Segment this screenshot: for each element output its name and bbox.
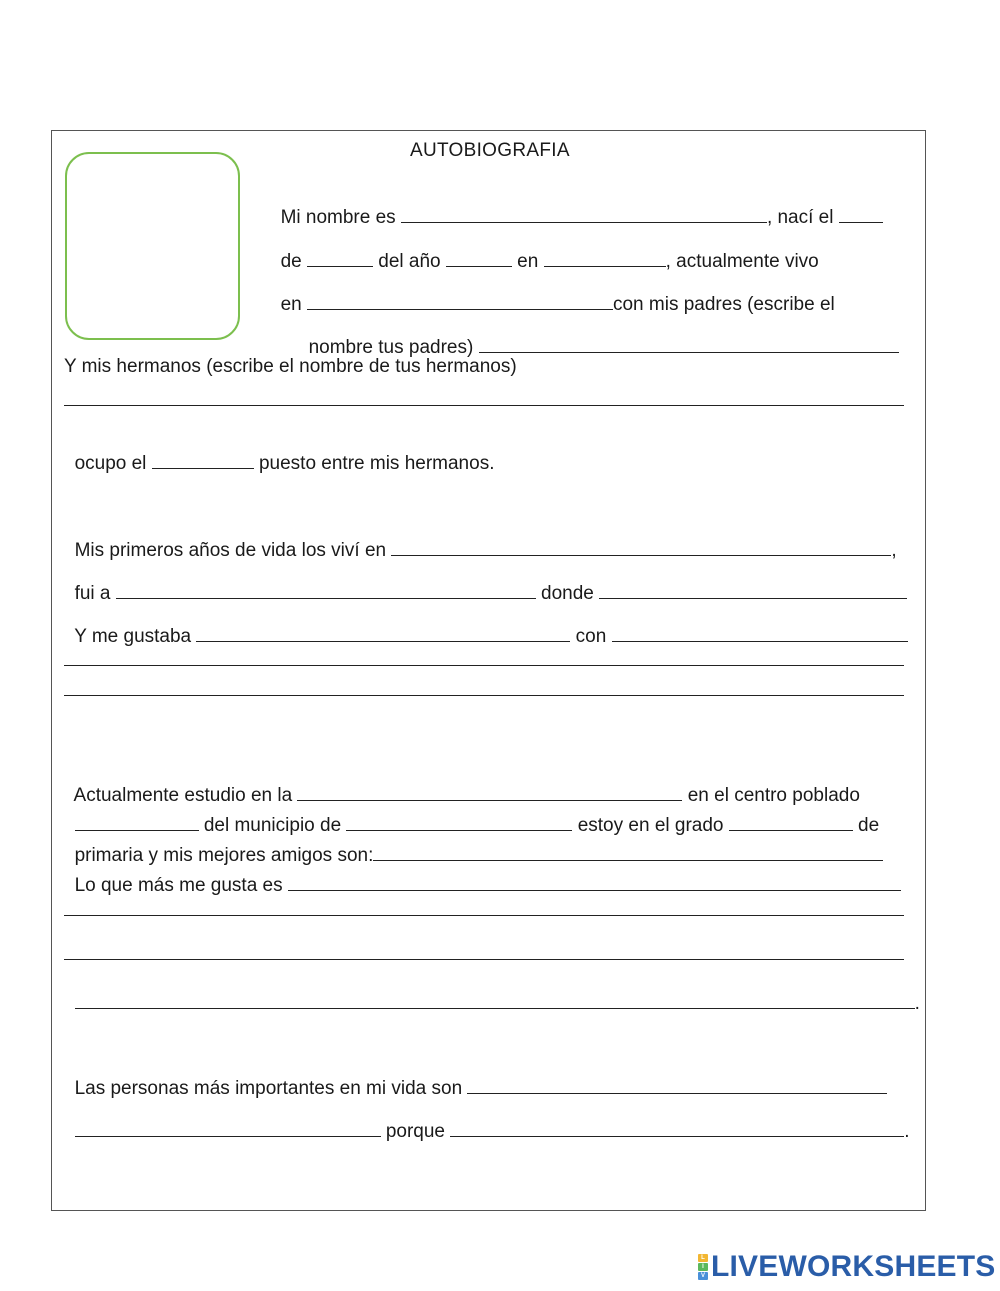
- label-born: , nací el: [766, 207, 839, 228]
- line-because: [64, 1097, 910, 1143]
- label-ocupo: ocupo el: [74, 453, 152, 474]
- label-friends: primaria y mis mejores amigos son:: [74, 845, 374, 866]
- early-years-blank[interactable]: [391, 538, 891, 556]
- with-blank[interactable]: [612, 624, 908, 642]
- label-en: en: [511, 251, 544, 272]
- logo-blocks-icon: [698, 1254, 708, 1280]
- label-study: Actualmente estudio en la: [73, 785, 298, 806]
- label-de-end: de: [852, 815, 880, 836]
- free-line-3[interactable]: [64, 915, 904, 916]
- worksheet-title: AUTOBIOGRAFIA: [410, 140, 570, 161]
- line-parents: [298, 313, 899, 359]
- label-live: , actualmente vivo: [665, 251, 819, 272]
- label-liked: Y me gustaba: [74, 626, 197, 647]
- period-2: .: [904, 1121, 910, 1142]
- free-line-5[interactable]: [75, 991, 915, 1009]
- name-blank[interactable]: [401, 205, 767, 223]
- people-cont-blank[interactable]: [75, 1119, 381, 1137]
- free-line-2[interactable]: [64, 695, 904, 696]
- label-parents-names: nombre tus padres): [308, 337, 479, 358]
- line-residence: [270, 270, 835, 316]
- line-end-period: [64, 969, 920, 1015]
- comma: ,: [891, 540, 897, 561]
- line-people: [64, 1054, 887, 1100]
- because-blank[interactable]: [450, 1119, 904, 1137]
- label-municipio: del municipio de: [198, 815, 347, 836]
- liked-blank[interactable]: [196, 624, 570, 642]
- label-parents: con mis padres (escribe el: [612, 294, 835, 315]
- logo-text: LIVEWORKSHEETS: [711, 1250, 996, 1283]
- label-centro: en el centro poblado: [682, 785, 860, 806]
- line-early-years: [64, 516, 897, 562]
- line-siblings: Y mis hermanos (escribe el nombre de tus hermanos): [64, 356, 517, 377]
- logo-block-v: V: [698, 1272, 708, 1280]
- went-blank[interactable]: [116, 581, 536, 599]
- residence-blank[interactable]: [307, 292, 613, 310]
- label-de: de: [280, 251, 307, 272]
- label-fui: fui a: [74, 583, 116, 604]
- likes-blank[interactable]: [288, 873, 901, 891]
- parents-blank[interactable]: [479, 335, 899, 353]
- label-con: con: [570, 626, 612, 647]
- label-name: Mi nombre es: [280, 207, 401, 228]
- people-blank[interactable]: [467, 1076, 887, 1094]
- liveworksheets-logo: [698, 1250, 996, 1284]
- line-position: [64, 429, 494, 475]
- line-name: [270, 183, 883, 229]
- line-likes: [64, 851, 901, 897]
- logo-block-l: L: [698, 1254, 708, 1262]
- label-position: puesto entre mis hermanos.: [253, 453, 495, 474]
- line-liked: [64, 602, 908, 648]
- where-blank[interactable]: [599, 581, 907, 599]
- label-porque: porque: [380, 1121, 451, 1142]
- photo-frame: [65, 152, 240, 340]
- logo-block-i: I: [698, 1263, 708, 1271]
- label-early-years: Mis primeros años de vida los viví en: [74, 540, 392, 561]
- label-year: del año: [372, 251, 446, 272]
- label-grado: estoy en el grado: [572, 815, 729, 836]
- position-blank[interactable]: [152, 451, 254, 469]
- label-en-residence: en: [280, 294, 307, 315]
- label-donde: donde: [535, 583, 600, 604]
- period-1: .: [914, 993, 920, 1014]
- birth-day-blank[interactable]: [839, 205, 883, 223]
- line-birth: [270, 227, 819, 273]
- free-line-1[interactable]: [64, 665, 904, 666]
- birth-place-blank[interactable]: [544, 249, 666, 267]
- free-line-4[interactable]: [64, 959, 904, 960]
- siblings-blank[interactable]: [64, 405, 904, 406]
- birth-month-blank[interactable]: [307, 249, 373, 267]
- label-likes: Lo que más me gusta es: [74, 875, 288, 896]
- label-people: Las personas más importantes en mi vida son: [74, 1078, 468, 1099]
- birth-year-blank[interactable]: [446, 249, 512, 267]
- line-went: [64, 559, 907, 605]
